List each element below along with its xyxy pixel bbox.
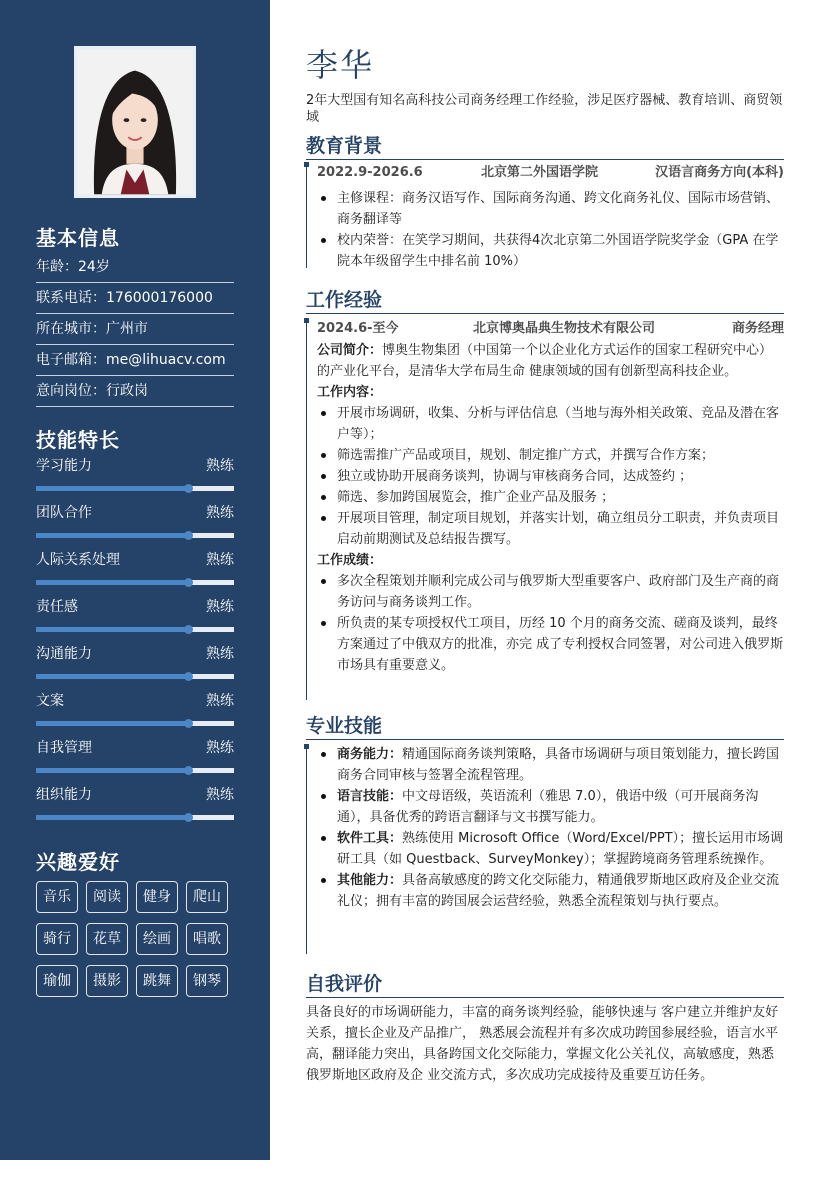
skill-bar-knob <box>184 766 193 775</box>
company-intro-text: 博奥生物集团（中国第一个以企业化方式运作的国家工程研究中心）的产业化平台，是清华大学布局生命 健康领域的国有创新型高科技企业。 <box>317 343 773 379</box>
pro-skills-title: 专业技能 <box>306 714 784 740</box>
list-item: 筛选、参加跨国展览会，推广企业产品及服务 ； <box>307 487 784 508</box>
skill-bar-fill <box>36 533 188 538</box>
list-item <box>307 870 784 912</box>
education-entry-header <box>307 162 784 184</box>
hobby-tag: 唱歌 <box>186 923 228 955</box>
skill-bar-track <box>36 768 234 773</box>
self-eval-title: 自我评价 <box>306 972 784 998</box>
skill-level: 熟练 <box>206 458 234 474</box>
skill-category-text: 中文母语级，英语流利（雅思 7.0），俄语中级（可开展商务沟通），具备优秀的跨语言翻译与文书撰写能力。 <box>337 789 759 825</box>
skill-bar-knob <box>184 531 193 540</box>
skills-title: 技能特长 <box>36 428 120 452</box>
skill-bar-knob <box>184 719 193 728</box>
list-item: 开展市场调研，收集、分析与评估信息（当地与海外相关政策、竞品及潜在客户等）； <box>307 403 784 445</box>
list-item: 独立或协助开展商务谈判，协调与审核商务合同，达成签约 ； <box>307 466 784 487</box>
skill-item <box>36 687 234 734</box>
skill-category-label: 软件工具： <box>337 831 403 846</box>
pro-skills-list <box>307 744 784 912</box>
work-section <box>306 318 784 700</box>
career-summary: 2年大型国有知名高科技公司商务经理工作经验，涉足医疗器械、教育培训、商贸领域 <box>306 93 783 125</box>
skill-level: 熟练 <box>206 505 234 521</box>
company-intro-label: 公司简介： <box>317 343 383 358</box>
skill-item <box>36 640 234 687</box>
education-major: 汉语言商务方向(本科) <box>655 165 784 180</box>
skill-name: 学习能力 <box>36 458 92 474</box>
list-item: 开展项目管理，制定项目规划，并落实计划，确立组员分工职责，并负责项目启动前期测试及总结报告撰写。 <box>307 508 784 550</box>
hobby-tag: 绘画 <box>136 923 178 955</box>
hobbies-title: 兴趣爱好 <box>36 850 120 874</box>
skill-bar-fill <box>36 721 188 726</box>
skill-name: 责任感 <box>36 599 78 615</box>
skill-category-text: 精通国际商务谈判策略，具备市场调研与项目策划能力，擅长跨国商务合同审核与签署全流程管理。 <box>337 747 780 783</box>
skill-level: 熟练 <box>206 740 234 756</box>
skill-item <box>36 734 234 781</box>
info-position: 意向岗位：行政岗 <box>36 376 234 407</box>
hobby-tag: 摄影 <box>86 965 128 997</box>
skill-bar-track <box>36 721 234 726</box>
work-date: 2024.6-至今 <box>317 321 399 336</box>
skill-category-text: 熟练使用 Microsoft Office（Word/Excel/PPT）；擅长运用市场调研工具（如 Questback、SurveyMonkey）；掌握跨境商务管理系统操作。 <box>337 831 784 867</box>
skill-bar-fill <box>36 674 188 679</box>
list-item: 主修课程：商务汉语写作、国际商务沟通、跨文化商务礼仪、国际市场营销、商务翻译等 <box>307 188 784 230</box>
list-item: 校内荣誉：在笑学习期间，共获得4次北京第二外国语学院奖学金（GPA 在学院本年级留学生中排名前 10%） <box>307 230 784 272</box>
skill-level: 熟练 <box>206 599 234 615</box>
skill-level: 熟练 <box>206 787 234 803</box>
skill-level: 熟练 <box>206 646 234 662</box>
skill-name: 人际关系处理 <box>36 552 120 568</box>
skills-list <box>36 452 234 828</box>
skill-bar-track <box>36 533 234 538</box>
skill-bar-fill <box>36 768 188 773</box>
skill-bar-knob <box>184 578 193 587</box>
hobbies-list <box>36 881 236 1007</box>
pro-skills-section <box>306 744 784 954</box>
skill-bar-track <box>36 627 234 632</box>
skill-bar-fill <box>36 580 188 585</box>
skill-item <box>36 499 234 546</box>
skill-item <box>36 546 234 593</box>
education-school: 北京第二外国语学院 <box>481 165 599 180</box>
skill-item <box>36 452 234 499</box>
work-content-label: 工作内容： <box>317 385 383 400</box>
skill-bar-knob <box>184 672 193 681</box>
skill-name: 文案 <box>36 693 64 709</box>
info-city: 所在城市：广州市 <box>36 314 234 345</box>
hobby-tag: 爬山 <box>186 881 228 913</box>
list-item <box>307 828 784 870</box>
hobby-tag: 阅读 <box>86 881 128 913</box>
work-company: 北京博奥晶典生物技术有限公司 <box>473 321 656 336</box>
basic-info-list <box>36 252 234 407</box>
skill-bar-track <box>36 486 234 491</box>
skill-category-label: 语言技能： <box>337 789 403 804</box>
list-item <box>307 744 784 786</box>
hobby-tag: 音乐 <box>36 881 78 913</box>
work-role: 商务经理 <box>731 321 784 336</box>
education-section <box>306 162 784 268</box>
skill-bar-fill <box>36 815 188 820</box>
skill-name: 团队合作 <box>36 505 92 521</box>
education-date: 2022.9-2026.6 <box>317 165 423 180</box>
self-eval-text: 具备良好的市场调研能力，丰富的商务谈判经验，能够快速与 客户建立并维护友好关系，擅长企业及产品推广， 熟悉展会流程并有多次成功跨国参展经验，语言水平高，翻译能力突出，具备跨国文化交际能力，掌握文化公关礼仪，高敏感度，熟悉俄罗斯地区政府及企 业交流方式，多次成功完成接待及重要互访任务。 <box>306 1005 779 1083</box>
candidate-name: 李华 <box>306 46 375 84</box>
hobby-tag: 花草 <box>86 923 128 955</box>
skill-name: 沟通能力 <box>36 646 92 662</box>
work-content-list <box>307 403 784 550</box>
list-item: 多次全程策划并顺利完成公司与俄罗斯大型重要客户、政府部门及生产商的商务访问与商务谈判工作。 <box>307 571 784 613</box>
skill-bar-fill <box>36 486 188 491</box>
hobby-tag: 瑜伽 <box>36 965 78 997</box>
work-entry-header <box>307 318 784 340</box>
profile-photo <box>74 46 196 198</box>
list-item: 筛选需推广产品或项目，规划、制定推广方式，并撰写合作方案； <box>307 445 784 466</box>
work-results-list <box>307 571 784 676</box>
skill-item <box>36 593 234 640</box>
skill-level: 熟练 <box>206 552 234 568</box>
skill-bar-knob <box>184 813 193 822</box>
company-intro <box>307 340 784 382</box>
work-title: 工作经验 <box>306 288 784 314</box>
sidebar <box>0 0 270 1160</box>
education-bullets <box>307 188 784 272</box>
skill-bar-knob <box>184 625 193 634</box>
skill-bar-track <box>36 815 234 820</box>
work-results-label: 工作成绩： <box>317 553 383 568</box>
skill-bar-knob <box>184 484 193 493</box>
list-item: 所负责的某专项授权代工项目，历经 10 个月的商务交流、磋商及谈判，最终方案通过了中俄双方的批准，亦完 成了专利授权合同签署，对公司进入俄罗斯市场具有重要意义。 <box>307 613 784 676</box>
hobby-tag: 跳舞 <box>136 965 178 997</box>
skill-name: 组织能力 <box>36 787 92 803</box>
skill-category-text: 具备高敏感度的跨文化交际能力，精通俄罗斯地区政府及企业交流礼仪；拥有丰富的跨国展会运营经验，熟悉全流程策划与执行要点。 <box>337 873 780 909</box>
skill-name: 自我管理 <box>36 740 92 756</box>
skill-category-label: 商务能力： <box>337 747 403 762</box>
skill-level: 熟练 <box>206 693 234 709</box>
skill-category-label: 其他能力： <box>337 873 403 888</box>
skill-bar-track <box>36 674 234 679</box>
education-title: 教育背景 <box>306 134 784 160</box>
basic-info-title: 基本信息 <box>36 226 120 250</box>
hobby-tag: 钢琴 <box>186 965 228 997</box>
skill-item <box>36 781 234 828</box>
info-phone: 联系电话：176000176000 <box>36 283 234 314</box>
info-age: 年龄：24岁 <box>36 252 234 283</box>
list-item <box>307 786 784 828</box>
skill-bar-fill <box>36 627 188 632</box>
info-email: 电子邮箱：me@lihuacv.com <box>36 345 234 376</box>
hobby-tag: 骑行 <box>36 923 78 955</box>
skill-bar-track <box>36 580 234 585</box>
hobby-tag: 健身 <box>136 881 178 913</box>
